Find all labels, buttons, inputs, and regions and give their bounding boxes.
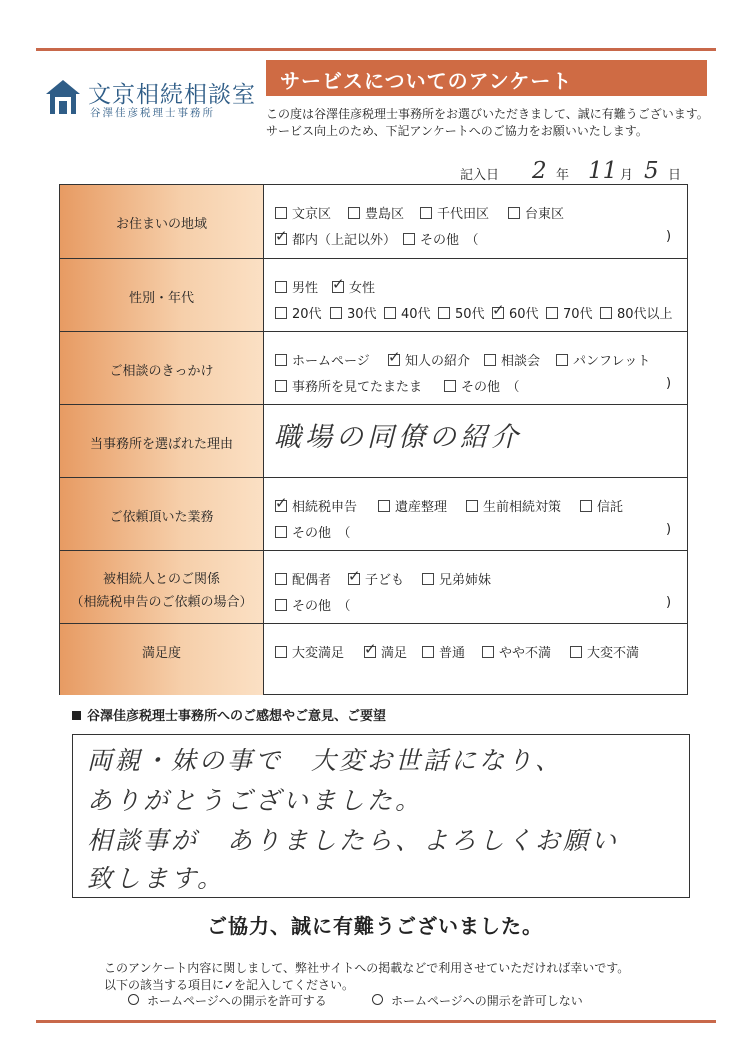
note-line-2: 以下の該当する項目に✓を記入してください。 bbox=[104, 978, 355, 992]
checkbox[interactable] bbox=[275, 281, 287, 293]
option-estate-settlement[interactable] bbox=[378, 496, 447, 515]
comment-line-1: 両親・妹の事で 大変お世話になり、 bbox=[87, 746, 564, 775]
satisfaction-label: 満足度 bbox=[141, 646, 181, 661]
checkbox[interactable] bbox=[275, 599, 287, 611]
checkbox[interactable] bbox=[422, 573, 434, 585]
comment-line-2: ありがとうございました。 bbox=[87, 786, 424, 815]
option-60s[interactable] bbox=[492, 303, 539, 322]
option-deny-disclosure[interactable] bbox=[372, 992, 583, 1009]
option-label: 相続税申告 bbox=[292, 500, 358, 515]
year-unit: 年 bbox=[556, 168, 570, 183]
checkbox[interactable] bbox=[420, 207, 432, 219]
disclosure-note bbox=[104, 960, 629, 994]
option-label: 事務所を見てたまたま bbox=[292, 380, 423, 395]
option-tokyo-other[interactable] bbox=[275, 229, 396, 248]
option-label: 兄弟姉妹 bbox=[439, 573, 492, 588]
option-allow-disclosure[interactable] bbox=[128, 992, 327, 1009]
row-relation bbox=[60, 550, 687, 624]
option-seminar[interactable] bbox=[484, 350, 540, 369]
row-gender-age bbox=[60, 258, 687, 332]
row-reason bbox=[60, 404, 687, 478]
option-toshima[interactable] bbox=[348, 203, 404, 222]
relation-label-note: （相続税申告のご依頼の場合） bbox=[70, 595, 253, 610]
checkbox[interactable] bbox=[330, 307, 342, 319]
option-relation-other[interactable] bbox=[275, 595, 351, 614]
intro-line-2: サービス向上のため、下記アンケートへのご協力をお願いいたします。 bbox=[266, 124, 648, 138]
option-label: 普通 bbox=[439, 646, 466, 661]
option-walk-in[interactable] bbox=[275, 376, 422, 395]
radio-circle-icon[interactable] bbox=[128, 994, 139, 1005]
option-very-dissatisfied[interactable] bbox=[570, 642, 639, 661]
option-chiyoda[interactable] bbox=[420, 203, 489, 222]
option-trust[interactable] bbox=[580, 496, 623, 515]
option-label: 子ども bbox=[365, 573, 405, 588]
checkbox[interactable] bbox=[482, 646, 494, 658]
trigger-label-cell bbox=[60, 332, 264, 405]
option-label: 女性 bbox=[349, 281, 376, 296]
date-day[interactable]: 5 bbox=[644, 158, 659, 184]
reason-label: 当事務所を選ばれた理由 bbox=[89, 437, 233, 452]
checkbox[interactable] bbox=[580, 500, 592, 512]
checkbox[interactable] bbox=[378, 500, 390, 512]
checked-checkbox[interactable] bbox=[275, 233, 287, 245]
close-paren: ) bbox=[666, 376, 672, 391]
thanks-message: ご協力、誠に有難うございました。 bbox=[207, 914, 543, 938]
checkbox[interactable] bbox=[484, 354, 496, 366]
date-label: 記入日 bbox=[460, 168, 500, 183]
area-label-cell bbox=[60, 185, 264, 258]
option-male[interactable] bbox=[275, 277, 318, 296]
option-somewhat-dissatisfied[interactable] bbox=[482, 642, 551, 661]
option-50s[interactable] bbox=[438, 303, 485, 322]
checked-checkbox[interactable] bbox=[492, 307, 504, 319]
reason-label-cell bbox=[60, 405, 264, 478]
option-label: 大変満足 bbox=[292, 646, 345, 661]
month-unit: 月 bbox=[620, 168, 634, 183]
reason-answer[interactable]: 職場の同僚の紹介 bbox=[274, 422, 522, 453]
option-label: 60代 bbox=[509, 307, 539, 322]
day-unit: 日 bbox=[668, 168, 682, 183]
option-satisfied[interactable] bbox=[364, 642, 407, 661]
option-label: パンフレット bbox=[573, 354, 651, 369]
option-label: その他 （ bbox=[461, 380, 520, 395]
checkbox[interactable] bbox=[570, 646, 582, 658]
comments-box[interactable] bbox=[72, 734, 690, 898]
gender-label: 性別・年代 bbox=[128, 291, 194, 306]
checkbox[interactable] bbox=[275, 646, 287, 658]
row-service bbox=[60, 477, 687, 551]
option-label: 男性 bbox=[292, 281, 319, 296]
checkbox[interactable] bbox=[275, 526, 287, 538]
survey-table bbox=[59, 184, 688, 695]
option-70s[interactable] bbox=[546, 303, 593, 322]
option-label: 30代 bbox=[347, 307, 377, 322]
checkbox[interactable] bbox=[348, 207, 360, 219]
option-80s-plus[interactable] bbox=[600, 303, 673, 322]
checkbox[interactable] bbox=[444, 380, 456, 392]
option-label: 都内（上記以外） bbox=[292, 233, 397, 248]
checkbox[interactable] bbox=[275, 380, 287, 392]
option-40s[interactable] bbox=[384, 303, 431, 322]
comment-line-3: 相談事が ありましたら、よろしくお願い bbox=[87, 826, 620, 855]
option-label: 相談会 bbox=[501, 354, 541, 369]
option-label: 配偶者 bbox=[292, 573, 332, 588]
option-taito[interactable] bbox=[508, 203, 564, 222]
option-label: 20代 bbox=[292, 307, 322, 322]
option-label: その他 （ bbox=[292, 526, 351, 541]
gender-label-cell bbox=[60, 259, 264, 332]
option-label: やや不満 bbox=[499, 646, 552, 661]
page-title: サービスについてのアンケート bbox=[280, 69, 573, 93]
option-label: 文京区 bbox=[292, 207, 332, 222]
option-label: 生前相続対策 bbox=[483, 500, 562, 515]
option-label: 信託 bbox=[597, 500, 624, 515]
checkbox[interactable] bbox=[275, 307, 287, 319]
comments-title: 谷澤佳彦税理士事務所へのご感想やご意見、ご要望 bbox=[87, 709, 387, 724]
title-banner bbox=[266, 60, 707, 96]
checkbox[interactable] bbox=[556, 354, 568, 366]
option-homepage[interactable] bbox=[275, 350, 370, 369]
option-child[interactable] bbox=[348, 569, 404, 588]
relation-label-cell bbox=[60, 551, 264, 624]
option-label: 台東区 bbox=[525, 207, 565, 222]
option-area-other[interactable] bbox=[403, 229, 479, 248]
row-trigger bbox=[60, 331, 687, 405]
checked-checkbox[interactable] bbox=[332, 281, 344, 293]
option-label: 50代 bbox=[455, 307, 485, 322]
close-paren: ) bbox=[666, 229, 672, 244]
option-30s[interactable] bbox=[330, 303, 377, 322]
intro-text bbox=[266, 106, 709, 140]
option-label: 大変不満 bbox=[587, 646, 640, 661]
checked-checkbox[interactable] bbox=[364, 646, 376, 658]
bottom-rule bbox=[36, 1020, 716, 1023]
comment-line-4: 致します。 bbox=[87, 864, 226, 893]
service-label-cell bbox=[60, 478, 264, 551]
option-label: 80代以上 bbox=[617, 307, 673, 322]
option-pamphlet[interactable] bbox=[556, 350, 650, 369]
checked-checkbox[interactable] bbox=[348, 573, 360, 585]
checkbox[interactable] bbox=[438, 307, 450, 319]
square-bullet-icon bbox=[72, 711, 81, 720]
option-label: 知人の紹介 bbox=[405, 354, 471, 369]
option-bunkyo[interactable] bbox=[275, 203, 331, 222]
checkbox[interactable] bbox=[384, 307, 396, 319]
option-label: 40代 bbox=[401, 307, 431, 322]
note-line-1: このアンケート内容に関しまして、弊社サイトへの掲載などで利用させていただければ幸いです。 bbox=[104, 961, 630, 975]
option-service-other[interactable] bbox=[275, 522, 351, 541]
option-label: ホームページ bbox=[292, 354, 370, 369]
date-year[interactable]: 2 bbox=[532, 158, 547, 184]
option-trigger-other[interactable] bbox=[444, 376, 520, 395]
close-paren: ) bbox=[666, 595, 672, 610]
logo bbox=[44, 72, 264, 122]
option-label: 満足 bbox=[381, 646, 408, 661]
option-label: ホームページへの開示を許可しない bbox=[391, 994, 583, 1008]
checkbox[interactable] bbox=[546, 307, 558, 319]
option-pre-planning[interactable] bbox=[466, 496, 561, 515]
row-area bbox=[60, 185, 687, 258]
option-label: 遺産整理 bbox=[395, 500, 448, 515]
service-label: ご依頼頂いた業務 bbox=[109, 510, 214, 525]
relation-label: 被相続人とのご関係 bbox=[102, 572, 220, 587]
date-month[interactable]: 11 bbox=[588, 158, 618, 184]
option-label: 千代田区 bbox=[437, 207, 490, 222]
checked-checkbox[interactable] bbox=[275, 500, 287, 512]
option-referral[interactable] bbox=[388, 350, 470, 369]
checkbox[interactable] bbox=[275, 207, 287, 219]
trigger-label: ご相談のきっかけ bbox=[109, 364, 214, 379]
area-label: お住まいの地域 bbox=[115, 217, 207, 232]
logo-subtitle: 谷澤佳彦税理士事務所 bbox=[90, 107, 215, 119]
comments-heading bbox=[72, 705, 386, 724]
top-rule bbox=[36, 48, 716, 51]
checkbox[interactable] bbox=[275, 573, 287, 585]
intro-line-1: この度は谷澤佳彦税理士事務所をお選びいただきまして、誠に有難うございます。 bbox=[266, 107, 709, 121]
checkbox[interactable] bbox=[403, 233, 415, 245]
option-label: その他 （ bbox=[292, 599, 351, 614]
option-label: 豊島区 bbox=[365, 207, 405, 222]
option-female[interactable] bbox=[332, 277, 375, 296]
option-label: その他 （ bbox=[420, 233, 479, 248]
house-logo-icon bbox=[44, 78, 82, 116]
logo-name: 文京相続相談室 bbox=[88, 82, 256, 108]
row-satisfaction bbox=[60, 623, 687, 695]
date-row bbox=[460, 158, 690, 186]
option-inheritance-tax[interactable] bbox=[275, 496, 357, 515]
close-paren: ) bbox=[666, 522, 672, 537]
option-label: ホームページへの開示を許可する bbox=[147, 994, 327, 1008]
checkbox[interactable] bbox=[466, 500, 478, 512]
option-spouse[interactable] bbox=[275, 569, 331, 588]
option-label: 70代 bbox=[563, 307, 593, 322]
checkbox[interactable] bbox=[508, 207, 520, 219]
option-20s[interactable] bbox=[275, 303, 322, 322]
option-sibling[interactable] bbox=[422, 569, 491, 588]
checked-checkbox[interactable] bbox=[388, 354, 400, 366]
checkbox[interactable] bbox=[600, 307, 612, 319]
option-very-satisfied[interactable] bbox=[275, 642, 344, 661]
radio-circle-icon[interactable] bbox=[372, 994, 383, 1005]
satisfaction-label-cell bbox=[60, 624, 264, 695]
checkbox[interactable] bbox=[422, 646, 434, 658]
checkbox[interactable] bbox=[275, 354, 287, 366]
option-neutral[interactable] bbox=[422, 642, 465, 661]
